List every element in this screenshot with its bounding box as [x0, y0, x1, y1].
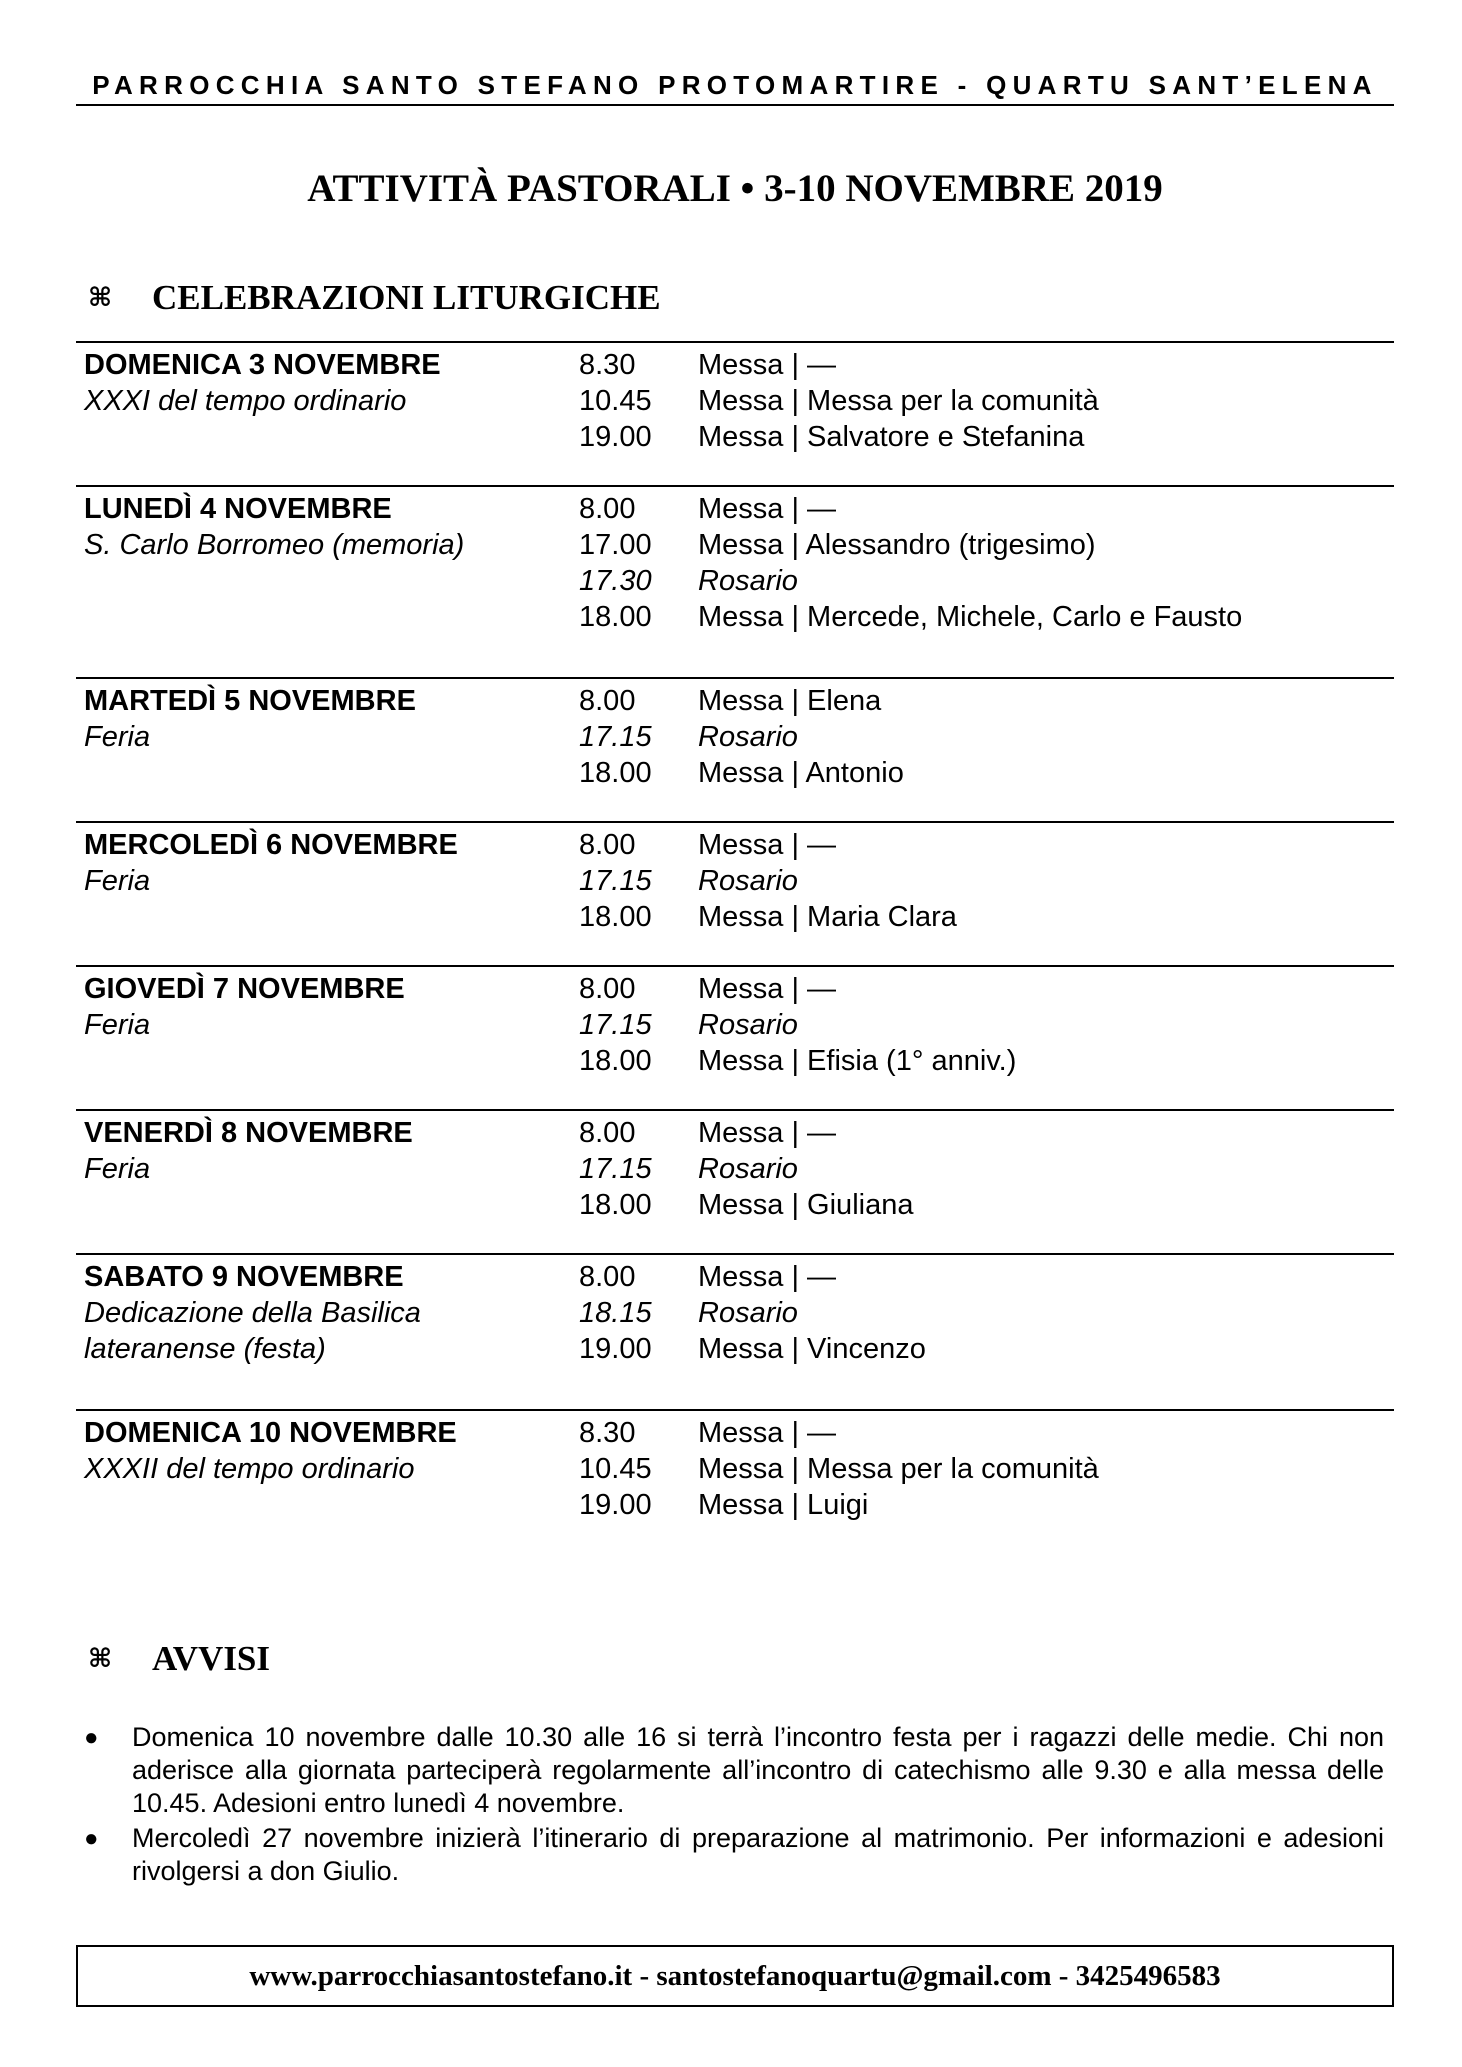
event-text: Messa | Alessandro (trigesimo): [698, 529, 1096, 561]
bullet-icon: ●: [84, 1724, 99, 1751]
day-name: DOMENICA 3 NOVEMBRE: [84, 349, 441, 381]
event-time: 8.00: [579, 1261, 636, 1293]
event-row: [579, 527, 1394, 563]
liturgical-day: Feria: [84, 865, 151, 897]
liturgical-day: Feria: [84, 721, 151, 753]
day-name: GIOVEDÌ 7 NOVEMBRE: [84, 973, 405, 1005]
event-time: 18.00: [579, 601, 652, 633]
header-rule: [76, 104, 1394, 106]
day-info: [76, 491, 579, 635]
event-text: Messa | Elena: [698, 685, 882, 717]
day-info: [76, 971, 579, 1079]
notices-list: [84, 1721, 1384, 1890]
event-time: 8.30: [579, 349, 636, 381]
day-info: [76, 683, 579, 791]
event-row: [579, 1259, 1394, 1295]
event-text: Messa | —: [698, 1261, 837, 1293]
event-list: [579, 1115, 1394, 1223]
schedule-table: [76, 341, 1394, 1523]
notice-text: Mercoledì 27 novembre inizierà l’itinerario di preparazione al matrimonio. Per informazioni e adesioni rivolgersi a don Giulio.: [132, 1823, 1384, 1886]
day-name: DOMENICA 10 NOVEMBRE: [84, 1417, 457, 1449]
event-time: 18.00: [579, 757, 652, 789]
event-row: [579, 383, 1394, 419]
event-row: [579, 863, 1394, 899]
event-row: [579, 971, 1394, 1007]
day-name: LUNEDÌ 4 NOVEMBRE: [84, 493, 392, 525]
event-time: 18.15: [579, 1297, 652, 1329]
event-row: [579, 899, 1394, 935]
day-block: [76, 1253, 1394, 1409]
event-row: [579, 1151, 1394, 1187]
event-row: [579, 1295, 1394, 1331]
event-row: [579, 1115, 1394, 1151]
day-info: [76, 347, 579, 455]
notice-text: Domenica 10 novembre dalle 10.30 alle 16 si terrà l’incontro festa per i ragazzi delle medie. Chi non aderisce alla giornata parteciperà regolarmente all’incontro di catechismo alle 9.30 e alla messa delle 10.45. Adesioni entro lunedì 4 novembre.: [132, 1722, 1384, 1818]
event-list: [579, 827, 1394, 935]
day-block: [76, 1409, 1394, 1523]
event-time: 10.45: [579, 385, 652, 417]
event-text: Messa | Maria Clara: [698, 901, 957, 933]
event-row: [579, 419, 1394, 455]
day-info: [76, 827, 579, 935]
section-title: AVVISI: [152, 1639, 271, 1678]
event-text: Messa | Luigi: [698, 1489, 869, 1521]
event-row: [579, 755, 1394, 791]
day-name: MARTEDÌ 5 NOVEMBRE: [84, 685, 416, 717]
event-time: 10.45: [579, 1453, 652, 1485]
event-time: 18.00: [579, 1189, 652, 1221]
event-row: [579, 1187, 1394, 1223]
liturgical-day: lateranense (festa): [84, 1333, 326, 1365]
liturgical-day: XXXII del tempo ordinario: [84, 1453, 415, 1485]
event-time: 18.00: [579, 1045, 652, 1077]
day-block: [76, 965, 1394, 1109]
event-list: [579, 347, 1394, 455]
event-time: 17.15: [579, 1009, 652, 1041]
event-list: [579, 1415, 1394, 1523]
event-list: [579, 491, 1394, 635]
liturgical-day: S. Carlo Borromeo (memoria): [84, 529, 465, 561]
liturgical-day: Dedicazione della Basilica: [84, 1297, 421, 1329]
event-text: Messa | Messa per la comunità: [698, 385, 1099, 417]
event-text: Messa | Giuliana: [698, 1189, 914, 1221]
event-list: [579, 683, 1394, 791]
day-info: [76, 1115, 579, 1223]
event-row: [579, 1451, 1394, 1487]
event-time: 8.00: [579, 973, 636, 1005]
liturgical-day: Feria: [84, 1153, 151, 1185]
notice-item: [84, 1721, 1384, 1820]
day-name: VENERDÌ 8 NOVEMBRE: [84, 1117, 413, 1149]
event-row: [579, 683, 1394, 719]
event-text: Rosario: [698, 1297, 798, 1329]
event-text: Messa | Antonio: [698, 757, 904, 789]
event-text: Messa | —: [698, 1417, 837, 1449]
section-avvisi: [88, 1639, 270, 1679]
parish-header: PARROCCHIA SANTO STEFANO PROTOMARTIRE - QUARTU SANT’ELENA: [92, 70, 1378, 100]
section-celebrazioni: [88, 278, 661, 318]
day-block: [76, 821, 1394, 965]
event-text: Messa | Salvatore e Stefanina: [698, 421, 1085, 453]
event-text: Messa | Vincenzo: [698, 1333, 926, 1365]
event-text: Rosario: [698, 565, 798, 597]
bullet-icon: ●: [84, 1825, 99, 1852]
event-text: Messa | Messa per la comunità: [698, 1453, 1099, 1485]
event-time: 17.15: [579, 1153, 652, 1185]
event-time: 19.00: [579, 421, 652, 453]
notice-item: [84, 1822, 1384, 1888]
event-text: Rosario: [698, 865, 798, 897]
event-row: [579, 347, 1394, 383]
event-time: 18.00: [579, 901, 652, 933]
event-time: 8.00: [579, 685, 636, 717]
section-title: CELEBRAZIONI LITURGICHE: [152, 278, 661, 317]
event-row: [579, 1487, 1394, 1523]
event-text: Rosario: [698, 1009, 798, 1041]
day-block: [76, 485, 1394, 677]
event-time: 17.00: [579, 529, 652, 561]
event-time: 17.15: [579, 721, 652, 753]
event-text: Messa | —: [698, 973, 837, 1005]
event-row: [579, 719, 1394, 755]
page-title: ATTIVITÀ PASTORALI • 3-10 NOVEMBRE 2019: [307, 167, 1163, 210]
event-time: 17.30: [579, 565, 652, 597]
liturgical-day: Feria: [84, 1009, 151, 1041]
event-text: Rosario: [698, 721, 798, 753]
event-time: 8.00: [579, 1117, 636, 1149]
event-list: [579, 971, 1394, 1079]
event-row: [579, 491, 1394, 527]
day-info: [76, 1415, 579, 1523]
event-text: Messa | —: [698, 829, 837, 861]
event-text: Messa | Mercede, Michele, Carlo e Fausto: [698, 601, 1243, 633]
day-name: SABATO 9 NOVEMBRE: [84, 1261, 404, 1293]
event-time: 8.00: [579, 829, 636, 861]
ornament-icon: ⌘: [88, 283, 113, 312]
event-text: Messa | —: [698, 1117, 837, 1149]
event-text: Messa | —: [698, 349, 837, 381]
event-text: Messa | Efisia (1° anniv.): [698, 1045, 1017, 1077]
footer-contacts: www.parrocchiasantostefano.it - santostefanoquartu@gmail.com - 3425496583: [76, 1945, 1394, 2007]
event-time: 19.00: [579, 1333, 652, 1365]
day-block: [76, 1109, 1394, 1253]
event-row: [579, 599, 1394, 635]
event-time: 17.15: [579, 865, 652, 897]
day-block: [76, 677, 1394, 821]
event-time: 8.30: [579, 1417, 636, 1449]
event-row: [579, 1415, 1394, 1451]
liturgical-day: XXXI del tempo ordinario: [84, 385, 407, 417]
day-name: MERCOLEDÌ 6 NOVEMBRE: [84, 829, 458, 861]
day-block: [76, 341, 1394, 485]
event-row: [579, 1043, 1394, 1079]
event-row: [579, 827, 1394, 863]
event-row: [579, 1007, 1394, 1043]
ornament-icon: ⌘: [88, 1644, 113, 1673]
event-time: 19.00: [579, 1489, 652, 1521]
event-list: [579, 1259, 1394, 1367]
event-row: [579, 563, 1394, 599]
event-text: Rosario: [698, 1153, 798, 1185]
day-info: [76, 1259, 579, 1367]
event-row: [579, 1331, 1394, 1367]
event-text: Messa | —: [698, 493, 837, 525]
event-time: 8.00: [579, 493, 636, 525]
